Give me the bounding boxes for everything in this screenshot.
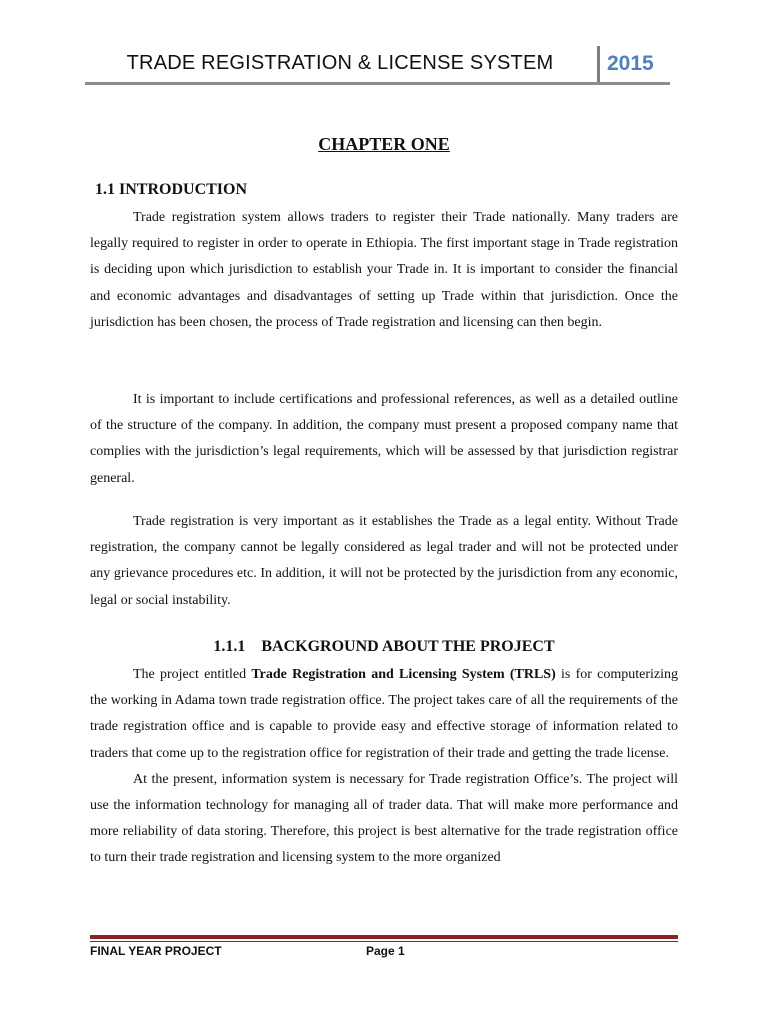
- intro-paragraph-1: [90, 205, 678, 336]
- subsection-title: BACKGROUND ABOUT THE PROJECT: [261, 638, 555, 655]
- paragraph-text: Trade registration is very important as it establishes the Trade as a legal entity. Without Trade registration, the company cannot be legally considered as legal trader and will not be protected under any grievance procedures etc. In addition, it will not be protected by the jurisdiction from any economic, legal or social instability.: [90, 514, 678, 608]
- background-paragraph-2: At the present, information system is necessary for Trade registration Office’s. The project will use the information technology for managing all of trader data. That will make more performance and more reliability of data storing. Therefore, this project is best alternative for the trade registration office to turn their trade registration and licensing system to the more organized: [90, 771, 678, 866]
- header-divider: [597, 46, 600, 84]
- background-paragraphs: [90, 662, 678, 872]
- intro-paragraph-3: [90, 509, 678, 614]
- header-rule: [85, 82, 670, 85]
- header-year: 2015: [607, 52, 654, 75]
- chapter-title: CHAPTER ONE: [318, 134, 450, 154]
- subsection-number: 1.1.1: [213, 638, 246, 655]
- background-paragraph-1: The project entitled Trade Registration and Licensing System (TRLS) is for computerizing the working in Adama town trade registration office. The project takes care of all the requirements of the trade registration office and is capable to provide easy and effective storage of information related to traders that come up to the registration office for registration of their trade and getting the trade license.: [90, 667, 678, 761]
- page-header: [85, 44, 670, 86]
- footer-project-label: FINAL YEAR PROJECT: [90, 944, 222, 958]
- paragraph-text: It is important to include certifications and professional references, as well as a detailed outline of the structure of the company. In addition, the company must present a proposed company name that complies with the jurisdiction’s legal requirements, which will be assessed by that jurisdiction registrar general.: [90, 392, 678, 486]
- intro-paragraph-2: [90, 387, 678, 492]
- footer-page-number: Page 1: [366, 944, 405, 958]
- project-name: Trade Registration and Licensing System (TRLS): [251, 667, 556, 682]
- section-heading: 1.1 INTRODUCTION: [95, 181, 248, 198]
- subsection-heading: [90, 638, 678, 656]
- header-title: TRADE REGISTRATION & LICENSE SYSTEM: [126, 52, 554, 74]
- footer-rule-thin: [90, 941, 678, 942]
- paragraph-text: Trade registration system allows traders to register their Trade nationally. Many traders are legally required to register in order to operate in Ethiopia. The first important stage in Trade registration is deciding upon which jurisdiction to establish your Trade in. It is important to consider the financial and economic advantages and disadvantages of setting up Trade within that jurisdiction. Once the jurisdiction has been chosen, the process of Trade registration and licensing can then begin.: [90, 210, 678, 330]
- footer-rule: [90, 935, 678, 939]
